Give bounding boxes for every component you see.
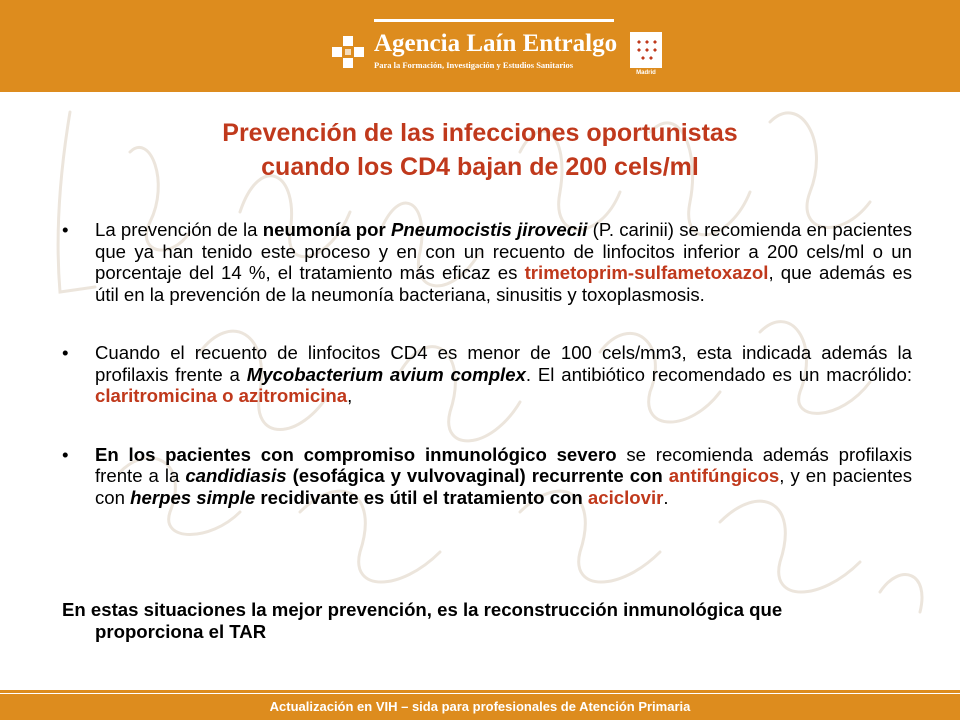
bullet-text: Cuando el recuento de linfocitos CD4 es menor de 100 cels/mm3, esta indicada además la profilaxis frente a	[95, 342, 912, 385]
bullet-text: se recomienda además profilaxis frente a la	[95, 443, 912, 486]
bullet-text-bold-italic: candidiasis	[185, 465, 287, 486]
bullet-text-bold: En los pacientes con compromiso inmunológico severo	[95, 443, 617, 465]
agency-subtitle: Para la Formación, Investigación y Estudios Sanitarios	[374, 60, 574, 70]
drug-name: trimetoprim-sulfametoxazol	[524, 262, 769, 283]
bullet-text: .	[663, 486, 669, 508]
drug-name: aciclovir	[587, 486, 664, 508]
bullet-text-bold-italic: Mycobacterium avium complex	[246, 363, 526, 385]
bullet-marker: •	[62, 219, 69, 240]
bullet-text-bold-italic: Pneumocistis jirovecii	[390, 219, 588, 240]
slide-footer	[0, 690, 960, 720]
bullet-mycobacterium	[62, 342, 912, 407]
title-line-2: cuando los CD4 bajan de 200 cels/ml	[261, 153, 699, 181]
title-line-1: Prevención de las infecciones oportunistas	[222, 119, 738, 147]
agency-logo-icon	[330, 34, 366, 70]
bullet-text: La prevención de la	[95, 219, 263, 240]
bullet-candidiasis	[62, 444, 912, 509]
bullet-text-bold: (esofágica y vulvovaginal) recurrente con	[286, 465, 669, 486]
bullet-list	[62, 219, 912, 529]
slide-title	[80, 116, 880, 184]
madrid-label: Madrid	[636, 70, 656, 76]
footer-text: Actualización en VIH – sida para profesionales de Atención Primaria	[269, 699, 691, 714]
bullet-pneumocystis	[62, 219, 912, 305]
drug-name: antifúngicos	[668, 465, 780, 486]
bullet-text: , que además es útil en la prevención de la neumonía bacteriana, sinusitis y toxoplasmosis.	[95, 262, 912, 305]
madrid-logo-icon	[630, 32, 662, 68]
bullet-marker: •	[62, 342, 69, 363]
header-divider	[374, 19, 614, 22]
bullet-marker: •	[62, 443, 69, 465]
slide-header	[0, 0, 960, 92]
bullet-text: . El antibiótico recomendado es un macrólido:	[525, 363, 912, 385]
bullet-text-bold: recidivante es útil el tratamiento con	[255, 486, 588, 508]
bullet-text-bold-italic: herpes simple	[130, 486, 256, 508]
agency-name: Agencia Laín Entralgo	[374, 30, 618, 57]
conclusion-text: En estas situaciones la mejor prevención, es la reconstrucción inmunológica que proporciona el TAR	[62, 599, 783, 642]
bullet-text-bold: neumonía por	[262, 219, 391, 240]
drug-name: claritromicina o azitromicina	[95, 385, 348, 406]
bullet-text: ,	[347, 385, 353, 406]
footer-divider	[0, 693, 960, 694]
bullet-text: , y en pacientes con	[95, 465, 912, 508]
bullet-text: (P. carinii) se recomienda en pacientes que ya han tenido este proceso y en con un recuento de linfocitos inferior a 200 cels/ml o un porcentaje del 14 %, el tratamiento más eficaz es	[95, 219, 912, 283]
